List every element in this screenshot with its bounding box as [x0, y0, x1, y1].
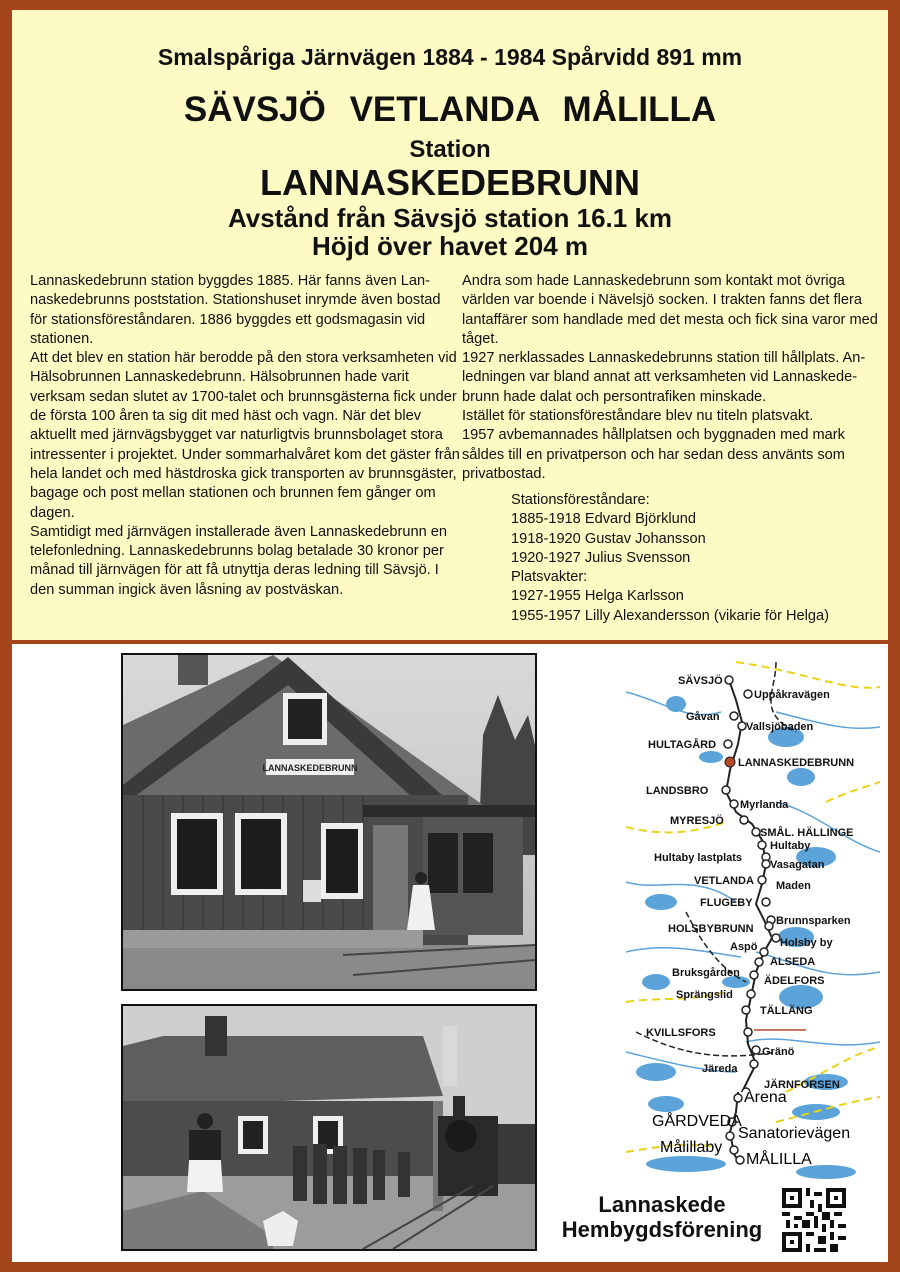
map-station-label: ÄDELFORS — [764, 975, 825, 987]
text-column-right — [462, 272, 882, 484]
map-station-label: Järeda — [702, 1063, 738, 1075]
info-panel — [12, 10, 888, 640]
staff-heading-managers: Stationsföreståndare: — [511, 492, 650, 508]
map-station-label: Målillaby — [660, 1139, 723, 1156]
map-station-label: GÅRDVEDA — [652, 1113, 742, 1130]
staff-heading-wardens: Platsvakter: — [511, 569, 588, 586]
map-station-label: Hultaby lastplats — [654, 852, 743, 864]
qr-code-icon[interactable] — [782, 1188, 846, 1252]
text-column-left — [30, 272, 460, 600]
station-building-photo — [121, 653, 537, 991]
map-station-label: Sanatorievägen — [738, 1125, 851, 1142]
map-station-label: SMÅL. HÄLLINGE — [760, 827, 854, 839]
paragraph: Samtidigt med järnvägen installerade även Lannaskedebrunn en telefonledning. Lannaskedebrunns bolag betalade 30 kronor per månad till järnvägen för att få utnyttja deras ledning till Sävsjö. I den summan ingick även låsning av postväskan. — [30, 523, 448, 598]
map-station-label: LANNASKEDEBRUNN — [738, 757, 855, 769]
staff-entry: 1885-1918 Edvard Björklund — [511, 511, 696, 528]
map-station-label: Holsby by — [780, 937, 833, 949]
train-at-station-photo — [121, 1004, 537, 1251]
staff-entry: 1918-1920 Gustav Johansson — [511, 530, 706, 547]
association-name — [552, 1192, 772, 1242]
map-station-label: LANDSBRO — [646, 785, 709, 797]
map-station-label: Aspö — [730, 941, 758, 953]
association-line: Lannaskede — [598, 1192, 726, 1217]
station-name: LANNASKEDEBRUNN — [259, 162, 640, 203]
map-station-label: VETLANDA — [694, 875, 754, 887]
map-station-label: Hultaby — [770, 840, 811, 852]
staff-entry: 1927-1955 Helga Karlsson — [511, 588, 684, 605]
paragraph: 1927 nerklassades Lannaskedebrunns station till hållplats. An-ledningen var bland annat att verksamheten vid Lannaskede-brunn hade dalat och persontrafiken minskade. — [462, 350, 866, 405]
map-station-label: MÅLILLA — [746, 1151, 812, 1168]
map-station-label: Bruksgården — [672, 967, 740, 979]
map-station-label: Myrlanda — [740, 799, 789, 811]
map-station-label: Gåvan — [686, 711, 720, 723]
station-sign-text: LANNASKEDEBRUNN — [262, 763, 358, 773]
map-station-label: Sprängslid — [676, 989, 733, 1001]
paragraph: Andra som hade Lannaskedebrunn som kontakt mot övriga världen var boende i Nävelsjö socken. I trakten fanns det flera lantaffärer som handlade med det mesta och fick sina varor med tåget. — [462, 273, 878, 347]
map-station-label: MYRESJÖ — [670, 815, 724, 827]
map-station-label: Vallsjöbaden — [746, 721, 814, 733]
railway-route-map — [626, 652, 880, 1092]
map-station-label: Uppåkravägen — [754, 689, 830, 701]
map-station-label: FLUGEBY — [700, 897, 753, 909]
distance-text: Avstånd från Sävsjö station 16.1 km — [227, 203, 673, 233]
map-lower-section — [626, 1092, 880, 1182]
map-station-label: TÄLLÄNG — [760, 1005, 813, 1017]
map-station-label: HULTAGÅRD — [648, 739, 717, 751]
staff-list — [511, 491, 829, 626]
map-station-label: JÄRNFORSEN — [764, 1079, 840, 1091]
map-station-label: Gränö — [762, 1046, 795, 1058]
association-line: Hembygdsförening — [561, 1217, 763, 1242]
staff-entry: 1955-1957 Lilly Alexandersson (vikarie för Helga) — [511, 607, 829, 624]
map-station-label: Arena — [744, 1092, 787, 1106]
paragraph: Lannaskedebrunn station byggdes 1885. Här fanns även Lan-naskedebrunns poststation. Stationshuset inrymde även bostad för stationsföreståndaren. 1886 byggdes ett godsmagasin vid stationen. — [30, 273, 441, 347]
map-station-label: Maden — [776, 880, 811, 892]
height-text: Höjd över havet 204 m — [312, 231, 588, 261]
staff-entry: 1920-1927 Julius Svensson — [511, 549, 691, 566]
map-station-label: KVILLSFORS — [646, 1027, 716, 1039]
map-station-label: Vasagatan — [770, 859, 825, 871]
map-station-label: Brunnsparken — [776, 915, 851, 927]
map-station-label: ALSEDA — [770, 956, 816, 968]
paragraph: Att det blev en station här berodde på den stora verksamheten vid Hälsobrunnen Lannaskedebrunn. Hälsobrunnen hade varit verksam sedan slutet av 1700-talet och brunnsgästerna fick under de första 100 åren ta sig dit med häst och vagn. När det blev aktuellt med järnvägsbygget var naturligtvis brunnsbolaget stora intressenter i projektet. Under sommarhalvåret kom det gäster från hela landet och med hästdroska gick transporten av brunnsgäster, bagage och post mellan stationen och brunnen fem gånger om dagen. — [30, 350, 460, 521]
paragraph: 1957 avbemannades hållplatsen och byggnaden med mark såldes till en privatperson och har sedan dess använts som privatbostad. — [462, 427, 845, 482]
route-title: SÄVSJÖ VETLANDA MÅLILLA — [183, 90, 717, 129]
station-label: Station — [409, 136, 491, 163]
map-station-label: SÄVSJÖ — [678, 675, 723, 687]
railway-subtitle: Smalspåriga Järnvägen 1884 - 1984 Spårvidd 891 mm — [157, 44, 743, 70]
paragraph: Istället för stationsföreståndare blev nu titeln platsvakt. — [462, 408, 814, 425]
map-station-label: HOLSBYBRUNN — [668, 923, 754, 935]
media-panel — [12, 644, 888, 1262]
